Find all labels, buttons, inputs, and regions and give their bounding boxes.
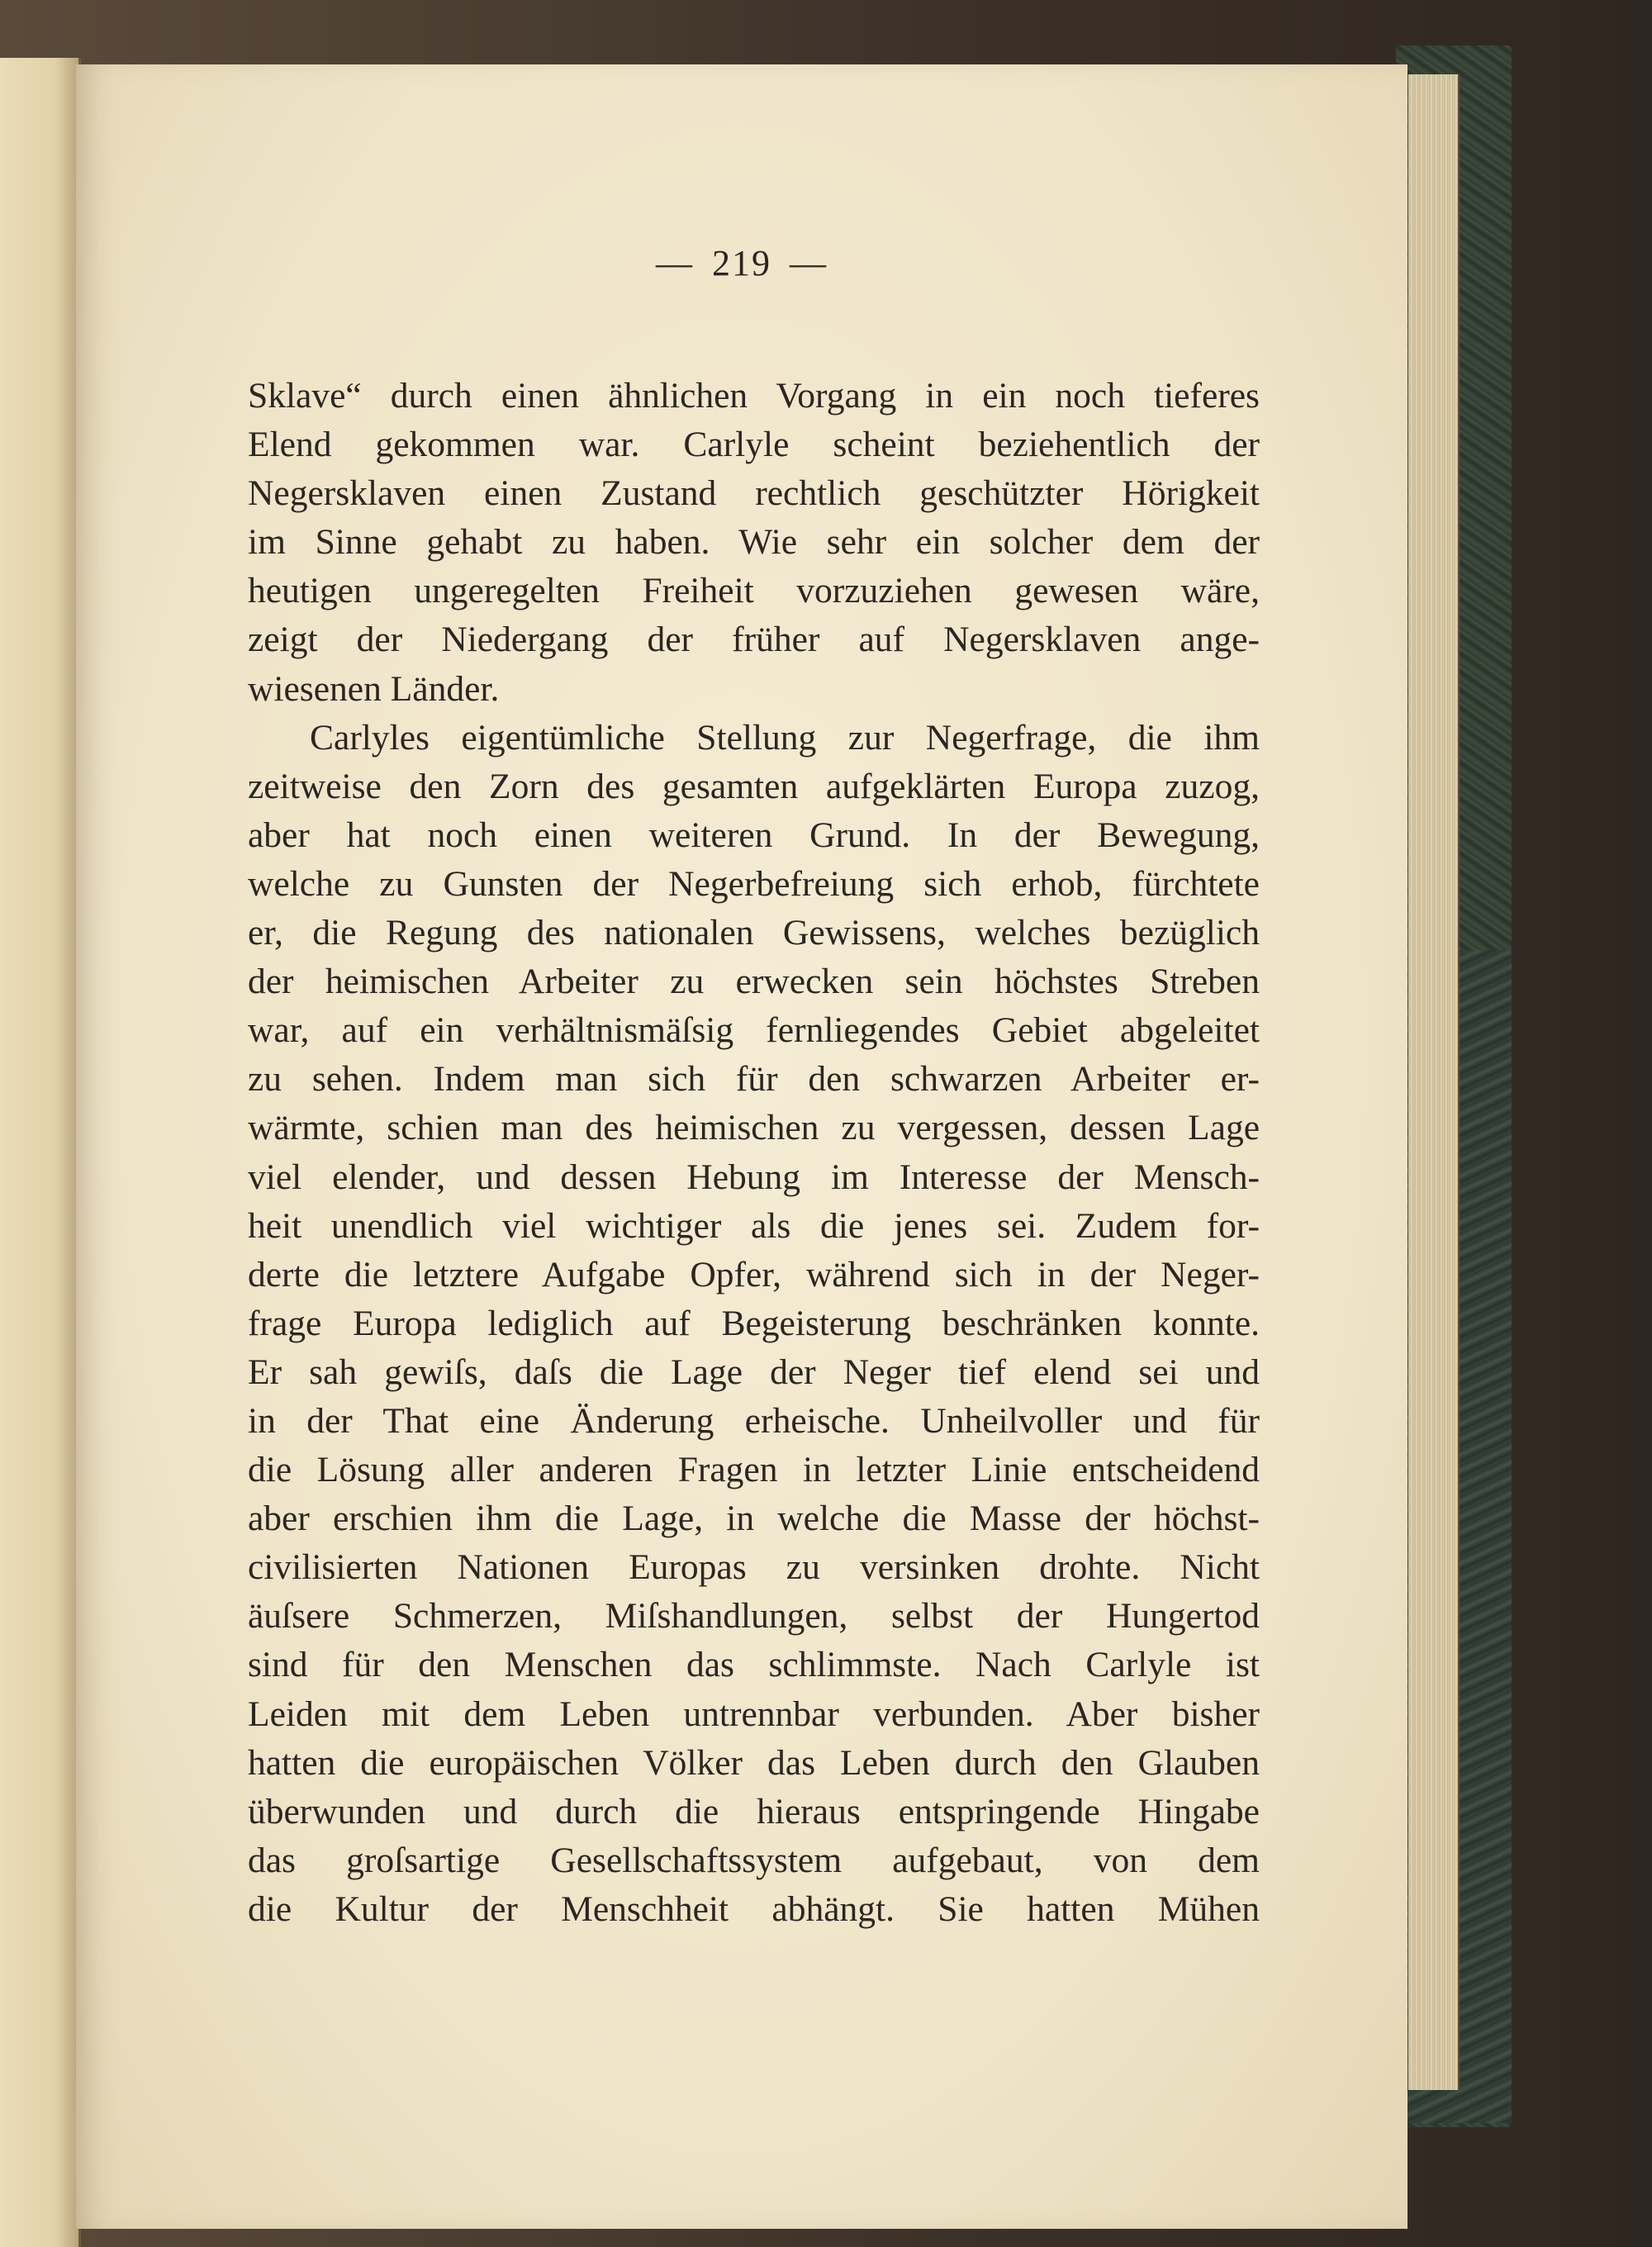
page-block-edges (1408, 74, 1460, 2090)
body-text (248, 372, 1260, 1934)
page-number-header (76, 242, 1408, 284)
text-line: zu sehen. Indem man sich für den schwarzen Arbeiter er- (248, 1059, 1260, 1100)
text-line: Elend gekommen war. Carlyle scheint beziehentlich der (248, 425, 1260, 465)
text-line: überwunden und durch die hieraus entspringende Hingabe (248, 1791, 1260, 1831)
text-line: hatten die europäischen Völker das Leben durch den Glauben (248, 1742, 1260, 1783)
text-line: heit unendlich viel wichtiger als die jenes sei. Zudem for- (248, 1205, 1260, 1246)
text-line: wärmte, schien man des heimischen zu vergessen, dessen Lage (248, 1108, 1260, 1148)
text-line: in der That eine Änderung erheische. Unheilvoller und für (248, 1400, 1260, 1441)
text-line: war, auf ein verhältnismäſsig fernliegendes Gebiet abgeleitet (248, 1010, 1260, 1051)
page-number: 219 (712, 243, 771, 283)
text-line: sind für den Menschen das schlimmste. Nach Carlyle ist (248, 1645, 1260, 1685)
text-line: viel elender, und dessen Hebung im Interesse der Mensch- (248, 1157, 1260, 1197)
text-line: er, die Regung des nationalen Gewissens, welches bezüglich (248, 913, 1260, 953)
text-line: zeigt der Niedergang der früher auf Negersklaven ange- (248, 620, 1260, 660)
paragraph-2 (248, 714, 1260, 1934)
text-line: welche zu Gunsten der Negerbefreiung sich erhob, fürchtete (248, 863, 1260, 904)
text-line: aber hat noch einen weiteren Grund. In der Bewegung, (248, 815, 1260, 855)
left-page-edge (0, 58, 81, 2247)
text-line: zeitweise den Zorn des gesamten aufgeklärten Europa zuzog, (248, 766, 1260, 806)
text-line: Sklave“ durch einen ähnlichen Vorgang in ein noch tieferes (248, 376, 1260, 416)
text-line: Carlyles eigentümliche Stellung zur Negerfrage, die ihm (310, 717, 1260, 758)
text-line: Leiden mit dem Leben untrennbar verbunden. Aber bisher (248, 1694, 1260, 1734)
text-line: Er sah gewiſs, daſs die Lage der Neger tief elend sei und (248, 1352, 1260, 1392)
text-line: heutigen ungeregelten Freiheit vorzuziehen gewesen wäre, (248, 571, 1260, 611)
text-line: im Sinne gehabt zu haben. Wie sehr ein solcher dem der (248, 522, 1260, 563)
paragraph-1 (248, 372, 1260, 714)
text-line: derte die letztere Aufgabe Opfer, während sich in der Neger- (248, 1254, 1260, 1295)
text-line: die Kultur der Menschheit abhängt. Sie hatten Mühen (248, 1888, 1260, 1929)
text-line: wiesenen Länder. (248, 668, 500, 709)
book-page (76, 64, 1408, 2229)
text-line: Negersklaven einen Zustand rechtlich geschützter Hörigkeit (248, 473, 1260, 514)
text-line: die Lösung aller anderen Fragen in letzter Linie entscheidend (248, 1450, 1260, 1490)
text-line: frage Europa lediglich auf Begeisterung beschränken konnte. (248, 1303, 1260, 1343)
text-line: civilisierten Nationen Europas zu versinken drohte. Nicht (248, 1547, 1260, 1588)
text-line: das groſsartige Gesellschaftssystem aufgebaut, von dem (248, 1840, 1260, 1880)
text-line: der heimischen Arbeiter zu erwecken sein höchstes Streben (248, 962, 1260, 1002)
text-line: aber erschien ihm die Lage, in welche die Masse der höchst- (248, 1499, 1260, 1539)
dash-right: — (790, 243, 828, 283)
dash-left: — (656, 243, 694, 283)
text-line: äuſsere Schmerzen, Miſshandlungen, selbst der Hungertod (248, 1596, 1260, 1637)
